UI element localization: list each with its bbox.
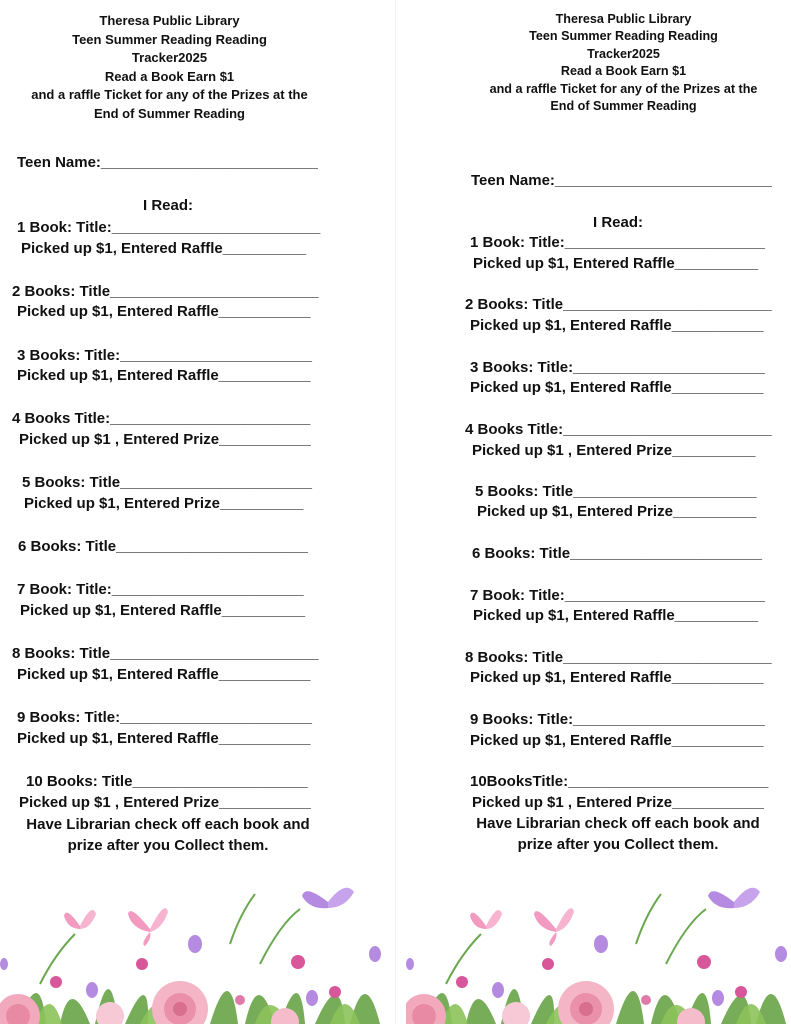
librarian-note-end: prize after you Collect them. (517, 836, 719, 853)
book-10-pickup[interactable]: Picked up $1 , Entered Prize___________ (19, 794, 311, 811)
book-5-title[interactable]: 5 Books: Title_______________________ (22, 474, 312, 491)
book-7-pickup[interactable]: Picked up $1, Entered Raffle__________ (473, 607, 759, 624)
i-read-heading: I Read: (143, 197, 194, 214)
book-9-pickup[interactable]: Picked up $1, Entered Raffle___________ (17, 730, 311, 747)
butterfly-icon (64, 888, 354, 946)
librarian-note-end: prize after you Collect them. (67, 837, 269, 854)
book-6-title[interactable]: 6 Books: Title_______________________ (18, 538, 308, 555)
i-read-heading: I Read: (593, 214, 644, 231)
book-1-pickup[interactable]: Picked up $1, Entered Raffle__________ (473, 255, 759, 272)
book-7-title[interactable]: 7 Book: Title:________________________ (470, 587, 765, 604)
reward-line: Read a Book Earn $1 (104, 68, 235, 84)
book-9-pickup[interactable]: Picked up $1, Entered Raffle___________ (470, 732, 764, 749)
book-3-pickup[interactable]: Picked up $1, Entered Raffle___________ (17, 367, 311, 384)
book-3-title[interactable]: 3 Books: Title:_______________________ (17, 347, 312, 364)
teen-name-field[interactable]: Teen Name:__________________________ (471, 172, 772, 189)
book-8-title[interactable]: 8 Books: Title_________________________ (12, 645, 319, 662)
flower-border (0, 874, 385, 1024)
program-year: Tracker2025 (131, 50, 208, 65)
header (426, 11, 791, 115)
book-5-title[interactable]: 5 Books: Title______________________ (475, 483, 757, 500)
librarian-note: Have Librarian check off each book and (26, 816, 310, 833)
book-10-title[interactable]: 10BooksTitle:________________________ (470, 773, 769, 790)
book-7-pickup[interactable]: Picked up $1, Entered Raffle__________ (20, 602, 306, 619)
book-8-pickup[interactable]: Picked up $1, Entered Raffle___________ (470, 669, 764, 686)
book-4-title[interactable]: 4 Books Title:_________________________ (465, 421, 772, 438)
book-1-pickup[interactable]: Picked up $1, Entered Raffle__________ (21, 240, 307, 257)
program-title: Teen Summer Reading Reading (72, 31, 267, 47)
book-8-title[interactable]: 8 Books: Title_________________________ (465, 649, 772, 666)
book-10-title[interactable]: 10 Books: Title_____________________ (26, 773, 308, 790)
book-2-title[interactable]: 2 Books: Title_________________________ (465, 296, 772, 313)
raffle-line-end: End of Summer Reading (550, 99, 697, 114)
book-1-title[interactable]: 1 Book: Title:________________________ (470, 234, 765, 251)
book-4-title[interactable]: 4 Books Title:________________________ (12, 410, 311, 427)
tracker-left (0, 0, 395, 1024)
book-4-pickup[interactable]: Picked up $1 , Entered Prize__________ (472, 442, 756, 459)
library-name: Theresa Public Library (555, 12, 692, 26)
butterfly-icon (470, 888, 760, 946)
raffle-line: and a raffle Ticket for any of the Prizes at the (489, 81, 758, 96)
header (0, 12, 367, 123)
book-10-pickup[interactable]: Picked up $1 , Entered Prize___________ (472, 794, 764, 811)
book-2-title[interactable]: 2 Books: Title_________________________ (12, 283, 319, 300)
book-5-pickup[interactable]: Picked up $1, Entered Prize__________ (24, 495, 304, 512)
raffle-line-end: End of Summer Reading (94, 105, 245, 121)
program-title: Teen Summer Reading Reading (529, 29, 718, 44)
book-4-pickup[interactable]: Picked up $1 , Entered Prize___________ (19, 431, 311, 448)
book-9-title[interactable]: 9 Books: Title:_______________________ (17, 709, 312, 726)
flower-border (406, 874, 791, 1024)
book-2-pickup[interactable]: Picked up $1, Entered Raffle___________ (17, 303, 311, 320)
program-year: Tracker2025 (587, 46, 660, 61)
book-1-title[interactable]: 1 Book: Title:_________________________ (17, 219, 321, 236)
reward-line: Read a Book Earn $1 (560, 64, 687, 79)
librarian-note: Have Librarian check off each book and (476, 815, 760, 832)
tracker-right (396, 0, 791, 1024)
book-3-title[interactable]: 3 Books: Title:_______________________ (470, 359, 765, 376)
book-7-title[interactable]: 7 Book: Title:_______________________ (17, 581, 304, 598)
teen-name-field[interactable]: Teen Name:__________________________ (17, 154, 318, 171)
book-6-title[interactable]: 6 Books: Title_______________________ (472, 545, 762, 562)
book-5-pickup[interactable]: Picked up $1, Entered Prize__________ (477, 503, 757, 520)
book-2-pickup[interactable]: Picked up $1, Entered Raffle___________ (470, 317, 764, 334)
book-9-title[interactable]: 9 Books: Title:_______________________ (470, 711, 765, 728)
raffle-line: and a raffle Ticket for any of the Prizes at the (31, 87, 308, 102)
book-3-pickup[interactable]: Picked up $1, Entered Raffle___________ (470, 379, 764, 396)
library-name: Theresa Public Library (99, 13, 240, 28)
book-8-pickup[interactable]: Picked up $1, Entered Raffle___________ (17, 666, 311, 683)
